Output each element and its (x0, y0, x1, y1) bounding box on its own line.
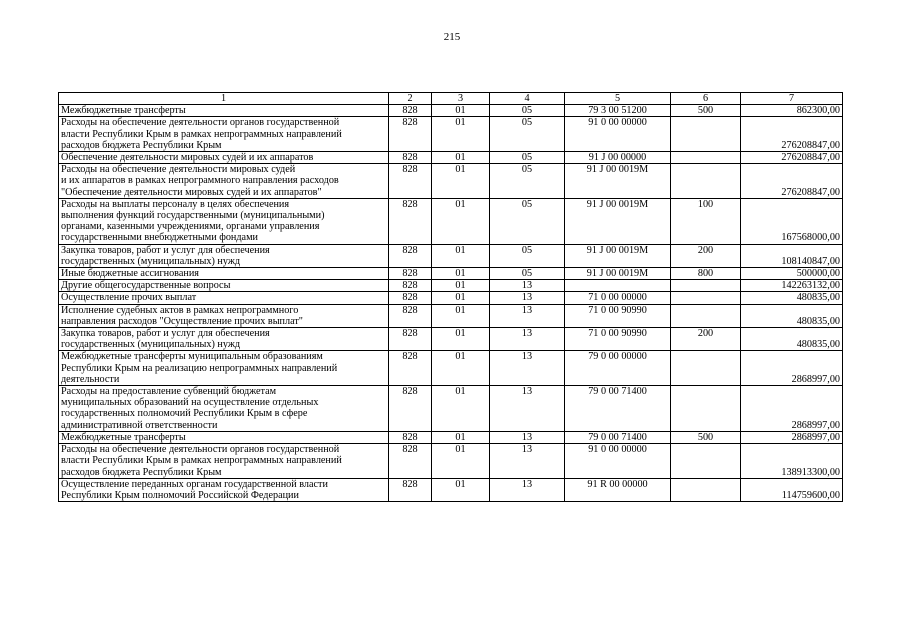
target-article-cell (565, 280, 671, 292)
table-row (59, 431, 843, 443)
amount-cell: 114759600,00 (741, 478, 843, 501)
subsection-code-cell: 13 (490, 280, 565, 292)
table-row (59, 198, 843, 244)
table-row (59, 164, 843, 199)
target-article-cell: 71 0 00 90990 (565, 328, 671, 351)
subsection-code-cell: 05 (490, 164, 565, 199)
target-article-cell: 91 J 00 0019M (565, 164, 671, 199)
table-row (59, 244, 843, 267)
table-row (59, 386, 843, 432)
subsection-code-cell: 05 (490, 105, 565, 117)
ministry-code-cell: 828 (389, 444, 432, 479)
ministry-code-cell: 828 (389, 117, 432, 152)
expense-type-cell (671, 280, 741, 292)
subsection-code-cell: 05 (490, 268, 565, 280)
expense-name-cell: Расходы на выплаты персоналу в целях обеспечения выполнения функций государственными (муниципальными) органами, казенными учреждениями, органами управления государственными внебюджетными фондами (59, 198, 389, 244)
expense-name-cell: Закупка товаров, работ и услуг для обеспечения государственных (муниципальных) нужд (59, 244, 389, 267)
section-code-cell: 01 (432, 444, 490, 479)
ministry-code-cell: 828 (389, 292, 432, 304)
section-code-cell: 01 (432, 304, 490, 327)
target-article-cell: 71 0 00 90990 (565, 304, 671, 327)
target-article-cell: 79 0 00 71400 (565, 431, 671, 443)
amount-cell: 480835,00 (741, 292, 843, 304)
expense-type-cell: 500 (671, 105, 741, 117)
target-article-cell: 91 J 00 00000 (565, 152, 671, 164)
expense-type-cell (671, 152, 741, 164)
ministry-code-cell: 828 (389, 328, 432, 351)
section-code-cell: 01 (432, 386, 490, 432)
target-article-cell: 91 R 00 00000 (565, 478, 671, 501)
table-row (59, 444, 843, 479)
expense-type-cell (671, 444, 741, 479)
column-header: 1 (59, 93, 389, 105)
section-code-cell: 01 (432, 351, 490, 386)
table-row (59, 328, 843, 351)
expense-type-cell (671, 304, 741, 327)
subsection-code-cell: 05 (490, 244, 565, 267)
expense-name-cell: Обеспечение деятельности мировых судей и их аппаратов (59, 152, 389, 164)
amount-cell: 2868997,00 (741, 386, 843, 432)
expense-name-cell: Осуществление переданных органам государственной власти Республики Крым полномочий Российской Федерации (59, 478, 389, 501)
section-code-cell: 01 (432, 164, 490, 199)
column-header: 4 (490, 93, 565, 105)
target-article-cell: 79 3 00 51200 (565, 105, 671, 117)
budget-table (58, 92, 843, 502)
target-article-cell: 79 0 00 71400 (565, 386, 671, 432)
ministry-code-cell: 828 (389, 198, 432, 244)
ministry-code-cell: 828 (389, 351, 432, 386)
expense-type-cell (671, 478, 741, 501)
section-code-cell: 01 (432, 478, 490, 501)
expense-type-cell (671, 351, 741, 386)
ministry-code-cell: 828 (389, 478, 432, 501)
table-row (59, 152, 843, 164)
column-header: 3 (432, 93, 490, 105)
subsection-code-cell: 05 (490, 117, 565, 152)
expense-name-cell: Осуществление прочих выплат (59, 292, 389, 304)
expense-type-cell (671, 292, 741, 304)
subsection-code-cell: 13 (490, 328, 565, 351)
amount-cell: 142263132,00 (741, 280, 843, 292)
ministry-code-cell: 828 (389, 105, 432, 117)
target-article-cell: 91 J 00 0019M (565, 268, 671, 280)
section-code-cell: 01 (432, 328, 490, 351)
target-article-cell: 71 0 00 00000 (565, 292, 671, 304)
expense-name-cell: Расходы на обеспечение деятельности органов государственной власти Республики Крым в рамках непрограммных направлений расходов бюджета Республики Крым (59, 117, 389, 152)
expense-name-cell: Межбюджетные трансферты (59, 431, 389, 443)
table-row (59, 351, 843, 386)
table-row (59, 478, 843, 501)
expense-type-cell: 800 (671, 268, 741, 280)
table-row (59, 105, 843, 117)
section-code-cell: 01 (432, 268, 490, 280)
section-code-cell: 01 (432, 280, 490, 292)
section-code-cell: 01 (432, 292, 490, 304)
subsection-code-cell: 13 (490, 351, 565, 386)
section-code-cell: 01 (432, 431, 490, 443)
expense-type-cell (671, 164, 741, 199)
column-header: 6 (671, 93, 741, 105)
expense-type-cell: 500 (671, 431, 741, 443)
expense-type-cell: 100 (671, 198, 741, 244)
ministry-code-cell: 828 (389, 386, 432, 432)
table-row (59, 304, 843, 327)
expense-name-cell: Межбюджетные трансферты муниципальным образованиям Республики Крым на реализацию непрограммных направлений деятельности (59, 351, 389, 386)
amount-cell: 480835,00 (741, 304, 843, 327)
amount-cell: 276208847,00 (741, 117, 843, 152)
column-header: 2 (389, 93, 432, 105)
subsection-code-cell: 13 (490, 386, 565, 432)
amount-cell: 276208847,00 (741, 164, 843, 199)
amount-cell: 167568000,00 (741, 198, 843, 244)
amount-cell: 480835,00 (741, 328, 843, 351)
table-row (59, 268, 843, 280)
ministry-code-cell: 828 (389, 152, 432, 164)
subsection-code-cell: 13 (490, 304, 565, 327)
section-code-cell: 01 (432, 198, 490, 244)
section-code-cell: 01 (432, 244, 490, 267)
amount-cell: 862300,00 (741, 105, 843, 117)
subsection-code-cell: 13 (490, 431, 565, 443)
expense-type-cell (671, 117, 741, 152)
expense-name-cell: Расходы на обеспечение деятельности органов государственной власти Республики Крым в рамках непрограммных направлений расходов бюджета Республики Крым (59, 444, 389, 479)
section-code-cell: 01 (432, 117, 490, 152)
table-row (59, 117, 843, 152)
target-article-cell: 91 J 00 0019M (565, 198, 671, 244)
expense-name-cell: Исполнение судебных актов в рамках непрограммного направления расходов "Осуществление прочих выплат" (59, 304, 389, 327)
expense-name-cell: Расходы на предоставление субвенций бюджетам муниципальных образований на осуществление отдельных государственных полномочий Республики Крым в сфере административной ответственности (59, 386, 389, 432)
amount-cell: 2868997,00 (741, 431, 843, 443)
amount-cell: 2868997,00 (741, 351, 843, 386)
ministry-code-cell: 828 (389, 431, 432, 443)
expense-type-cell (671, 386, 741, 432)
target-article-cell: 91 0 00 00000 (565, 117, 671, 152)
target-article-cell: 91 0 00 00000 (565, 444, 671, 479)
expense-name-cell: Закупка товаров, работ и услуг для обеспечения государственных (муниципальных) нужд (59, 328, 389, 351)
amount-cell: 108140847,00 (741, 244, 843, 267)
subsection-code-cell: 05 (490, 198, 565, 244)
page-number: 215 (443, 31, 461, 43)
ministry-code-cell: 828 (389, 304, 432, 327)
column-header: 5 (565, 93, 671, 105)
subsection-code-cell: 13 (490, 444, 565, 479)
expense-name-cell: Расходы на обеспечение деятельности мировых судей и их аппаратов в рамках непрограммного направления расходов "Обеспечение деятельности мировых судей и их аппаратов" (59, 164, 389, 199)
expense-name-cell: Другие общегосударственные вопросы (59, 280, 389, 292)
expense-name-cell: Межбюджетные трансферты (59, 105, 389, 117)
table-row (59, 292, 843, 304)
amount-cell: 138913300,00 (741, 444, 843, 479)
expense-type-cell: 200 (671, 328, 741, 351)
target-article-cell: 91 J 00 0019M (565, 244, 671, 267)
subsection-code-cell: 13 (490, 478, 565, 501)
subsection-code-cell: 13 (490, 292, 565, 304)
header-row (59, 93, 843, 105)
ministry-code-cell: 828 (389, 280, 432, 292)
amount-cell: 276208847,00 (741, 152, 843, 164)
section-code-cell: 01 (432, 152, 490, 164)
subsection-code-cell: 05 (490, 152, 565, 164)
ministry-code-cell: 828 (389, 268, 432, 280)
expense-type-cell: 200 (671, 244, 741, 267)
ministry-code-cell: 828 (389, 164, 432, 199)
table-row (59, 280, 843, 292)
section-code-cell: 01 (432, 105, 490, 117)
target-article-cell: 79 0 00 00000 (565, 351, 671, 386)
amount-cell: 500000,00 (741, 268, 843, 280)
budget-table-body (59, 93, 843, 502)
column-header: 7 (741, 93, 843, 105)
expense-name-cell: Иные бюджетные ассигнования (59, 268, 389, 280)
ministry-code-cell: 828 (389, 244, 432, 267)
